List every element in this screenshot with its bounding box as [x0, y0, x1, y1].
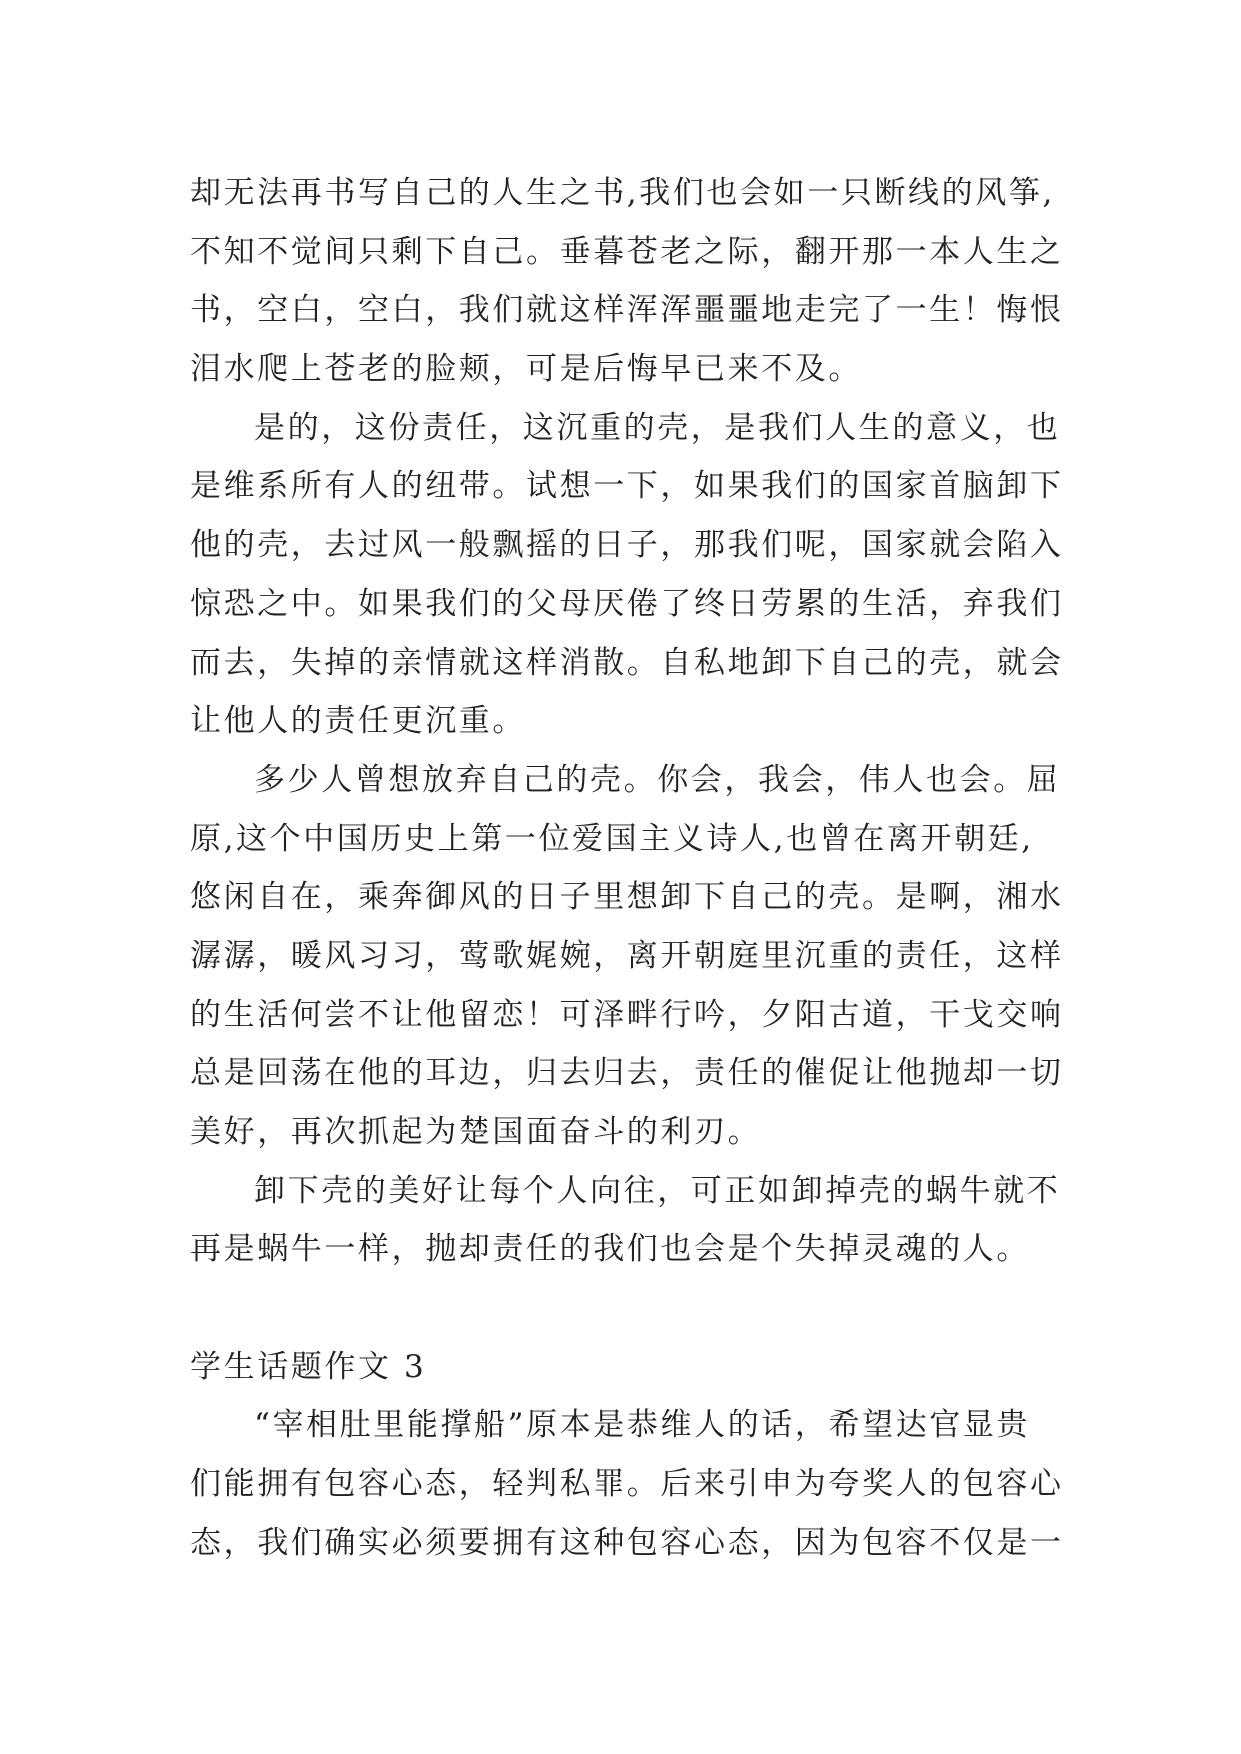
- paragraph-line: 惊恐之中。如果我们的父母厌倦了终日劳累的生活，弃我们: [190, 585, 1064, 622]
- section-heading: 学生话题作文 3: [190, 1348, 427, 1385]
- paragraph-line: 却无法再书写自己的人生之书,我们也会如一只断线的风筝,: [190, 175, 1055, 211]
- paragraph-line: 泪水爬上苍老的脸颊，可是后悔早已来不及。: [190, 351, 862, 388]
- paragraph-line: 让他人的责任更沉重。: [190, 703, 526, 740]
- paragraph-line: 是的，这份责任，这沉重的壳，是我们人生的意义，也: [254, 409, 1061, 446]
- paragraph-line: 的生活何尝不让他留恋！可泽畔行吟，夕阳古道，干戈交响: [190, 996, 1064, 1033]
- paragraph-line: 悠闲自在，乘奔御风的日子里想卸下自己的壳。是啊，湘水: [190, 879, 1064, 916]
- paragraph-5: [190, 1396, 1080, 1572]
- paragraph-line: “宰相肚里能撑船”原本是恭维人的话，希望达官显贵: [254, 1407, 1031, 1444]
- paragraph-line: 总是回荡在他的耳边，归去归去，责任的催促让他抛却一切: [190, 1055, 1064, 1092]
- paragraph-line: 多少人曾想放弃自己的壳。你会，我会，伟人也会。屈: [254, 761, 1061, 798]
- paragraph-line: 潺潺，暖风习习，莺歌娓婉，离开朝庭里沉重的责任，这样: [190, 937, 1064, 974]
- paragraph-line: 他的壳，去过风一般飘摇的日子，那我们呢，国家就会陷入: [190, 527, 1064, 564]
- paragraph-4: [190, 1162, 1080, 1279]
- paragraph-line: 态，我们确实必须要拥有这种包容心态，因为包容不仅是一: [190, 1524, 1064, 1561]
- paragraph-line: 是维系所有人的纽带。试想一下，如果我们的国家首脑卸下: [190, 468, 1064, 505]
- paragraph-3: [190, 751, 1080, 1162]
- paragraph-line: 不知不觉间只剩下自己。垂暮苍老之际，翻开那一本人生之: [190, 233, 1064, 270]
- paragraph-line: 再是蜗牛一样，抛却责任的我们也会是个失掉灵魂的人。: [190, 1231, 1030, 1268]
- paragraph-line: 美好，再次抓起为楚国面奋斗的利刃。: [190, 1114, 762, 1150]
- paragraph-line: 原,这个中国历史上第一位爱国主义诗人,也曾在离开朝廷,: [190, 820, 1034, 857]
- essay-text: [190, 164, 1080, 1573]
- paragraph-line: 而去，失掉的亲情就这样消散。自私地卸下自己的壳，就会: [190, 644, 1064, 681]
- paragraph-1: [190, 164, 1080, 399]
- paragraph-2: [190, 399, 1080, 751]
- paragraph-line: 卸下壳的美好让每个人向往，可正如卸掉壳的蜗牛就不: [254, 1172, 1061, 1209]
- paragraph-line: 书，空白，空白，我们就这样浑浑噩噩地走完了一生！悔恨: [190, 292, 1064, 329]
- paragraph-line: 们能拥有包容心态，轻判私罪。后来引申为夸奖人的包容心: [190, 1466, 1064, 1503]
- section-gap: [190, 1279, 1080, 1338]
